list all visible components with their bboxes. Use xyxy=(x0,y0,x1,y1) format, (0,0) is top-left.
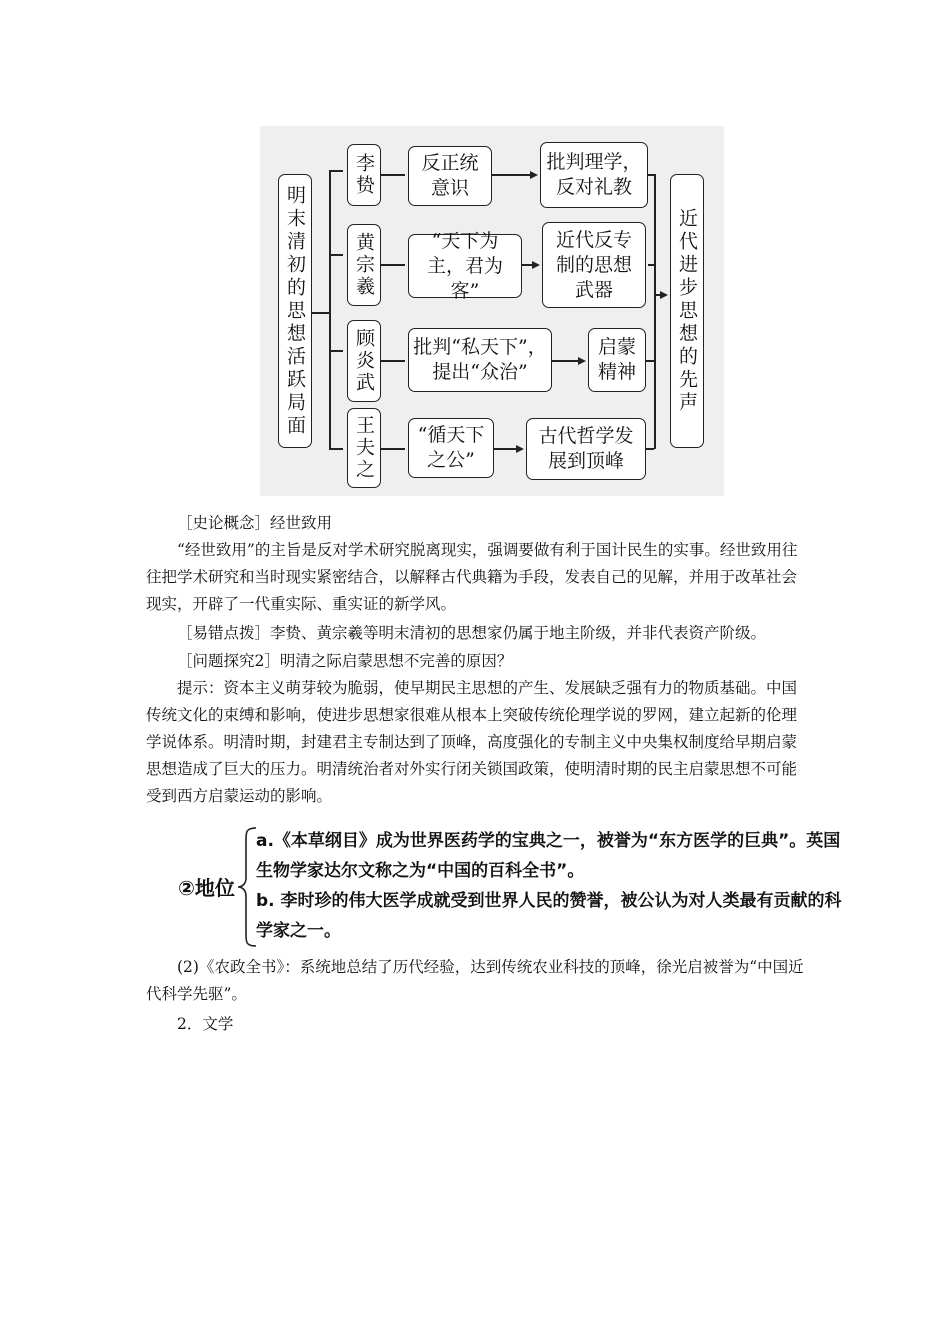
diagram-root-box: 明末清初的思想活跃局面 xyxy=(278,174,312,448)
result-box-4: 古代哲学发展到顶峰 xyxy=(526,418,646,480)
section-heading: 2．文学 xyxy=(177,1015,234,1033)
idea-box-4: “循天下之公” xyxy=(408,418,494,478)
result-box-3: 启蒙精神 xyxy=(588,328,646,392)
position-label: ②地位 xyxy=(178,876,235,900)
thought-flow-diagram xyxy=(260,126,724,496)
curly-brace-icon xyxy=(236,826,258,948)
question-answer: 提示：资本主义萌芽较为脆弱，使早期民主思想的产生、发展缺乏强有力的物质基础。中国传统文化的束缚和影响，使进步思想家很难从根本上突破传统伦理学说的罗网，建立起新的伦理学说体系。明清时期，封建君主专制达到了顶峰，高度强化的专制主义中央集权制度给早期启蒙思想造成了巨大的压力。明清统治者对外实行闭关锁国政策，使明清时期的民主启蒙思想不可能受到西方启蒙运动的影响。 xyxy=(146,679,798,805)
mistake-note: ［易错点拨］李贽、黄宗羲等明末清初的思想家仍属于地主阶级，并非代表资产阶级。 xyxy=(177,624,767,642)
agri-book-line: (2)《农政全书》：系统地总结了历代经验，达到传统农业科技的顶峰，徐光启被誉为“中国近代科学先驱”。 xyxy=(146,958,804,1003)
thinker-box-3: 顾炎武 xyxy=(347,320,381,402)
position-item-b: b. 李时珍的伟大医学成就受到世界人民的赞誉，被公认为对人类最有贡献的科学家之一。 xyxy=(256,891,842,941)
position-item-a: a.《本草纲目》成为世界医药学的宝典之一，被誉为“东方医学的巨典”。英国生物学家达尔文称之为“中国的百科全书”。 xyxy=(256,831,841,881)
idea-box-1: 反正统意识 xyxy=(408,146,492,206)
concept-heading: ［史论概念］经世致用 xyxy=(177,514,333,532)
result-box-2: 近代反专制的思想武器 xyxy=(542,222,646,308)
diagram-conclusion-box: 近代进步思想的先声 xyxy=(670,174,704,448)
thinker-box-4: 王夫之 xyxy=(347,408,381,488)
question-heading: ［问题探究2］明清之际启蒙思想不完善的原因？ xyxy=(177,652,513,670)
result-box-1: 批判理学，反对礼教 xyxy=(540,142,648,208)
idea-box-2: “天下为主，君为客” xyxy=(408,234,522,298)
concept-body: “经世致用”的主旨是反对学术研究脱离现实，强调要做有利于国计民生的实事。经世致用往往把学术研究和当时现实紧密结合，以解释古代典籍为手段，发表自己的见解，并用于改革社会现实，开辟了一代重实际、重实证的新学风。 xyxy=(146,541,798,613)
thinker-box-1: 李贽 xyxy=(347,144,381,206)
thinker-box-2: 黄宗羲 xyxy=(347,224,381,306)
idea-box-3: 批判“私天下”，提出“众治” xyxy=(408,328,552,392)
